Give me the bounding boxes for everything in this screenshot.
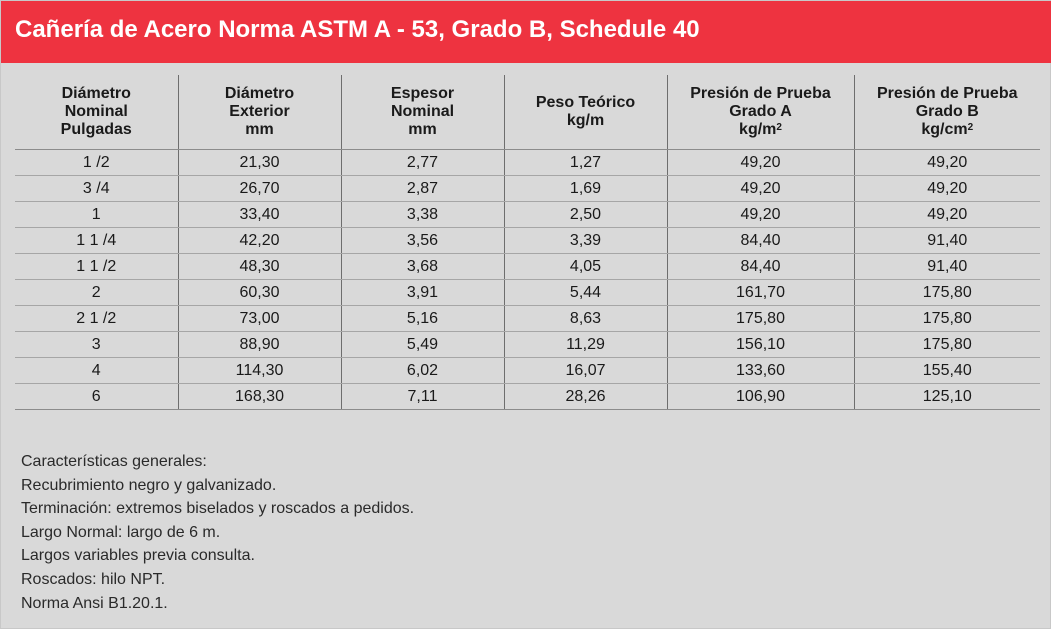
table-cell: 7,11	[341, 384, 504, 410]
table-row	[15, 176, 1040, 202]
table-cell: 49,20	[667, 202, 854, 228]
table-cell: 60,30	[178, 280, 341, 306]
table-cell: 168,30	[178, 384, 341, 410]
table-row	[15, 280, 1040, 306]
column-header-unit	[859, 121, 1037, 139]
note-line: Largo Normal: largo de 6 m.	[21, 523, 221, 541]
table-cell: 1 /2	[15, 150, 178, 176]
table-cell: 2	[15, 280, 178, 306]
column-header-unit	[672, 121, 850, 139]
table-cell: 1	[15, 202, 178, 228]
table-cell: 49,20	[854, 202, 1040, 228]
table-cell: 42,20	[178, 228, 341, 254]
table-cell: 88,90	[178, 332, 341, 358]
table-cell: 1 1 /2	[15, 254, 178, 280]
table-row	[15, 358, 1040, 384]
table-cell: 3,56	[341, 228, 504, 254]
column-header-line: Presión de Prueba	[690, 85, 831, 102]
table-cell: 91,40	[854, 254, 1040, 280]
table-cell: 175,80	[854, 332, 1040, 358]
table-row	[15, 254, 1040, 280]
table-cell: 84,40	[667, 228, 854, 254]
table-header-row	[15, 75, 1040, 150]
table-row	[15, 150, 1040, 176]
table-cell: 175,80	[854, 306, 1040, 332]
table-cell: 33,40	[178, 202, 341, 228]
column-header-3	[341, 75, 504, 150]
table-cell: 11,29	[504, 332, 667, 358]
table-cell: 2,87	[341, 176, 504, 202]
column-header-line: mm	[245, 121, 274, 138]
table-cell: 133,60	[667, 358, 854, 384]
table-cell: 5,16	[341, 306, 504, 332]
column-header-1	[15, 75, 178, 150]
table-cell: 49,20	[854, 150, 1040, 176]
table-cell: 5,49	[341, 332, 504, 358]
note-line: Norma Ansi B1.20.1.	[21, 594, 168, 612]
table-cell: 91,40	[854, 228, 1040, 254]
table-body	[15, 150, 1040, 410]
column-header-4	[504, 75, 667, 150]
general-notes	[21, 450, 414, 615]
unit-superscript: 2	[967, 122, 974, 133]
unit-superscript: 2	[776, 122, 782, 133]
note-line: Largos variables previa consulta.	[21, 547, 255, 565]
table-cell: 2,50	[504, 202, 667, 228]
table-cell: 161,70	[667, 280, 854, 306]
column-header-line: Diámetro	[61, 85, 131, 102]
column-header-line: Nominal	[390, 103, 455, 120]
note-line: Roscados: hilo NPT.	[21, 570, 166, 588]
column-header-line: mm	[408, 121, 437, 138]
column-header-line: Diámetro	[224, 85, 295, 102]
note-line: Recubrimiento negro y galvanizado.	[21, 476, 277, 494]
table-cell: 21,30	[178, 150, 341, 176]
table-cell: 155,40	[854, 358, 1040, 384]
title-bar	[1, 1, 1051, 63]
table-cell: 1,27	[504, 150, 667, 176]
table-cell: 2 1 /2	[15, 306, 178, 332]
table-row	[15, 202, 1040, 228]
column-header-6	[854, 75, 1040, 150]
table-cell: 49,20	[854, 176, 1040, 202]
note-line: Terminación: extremos biselados y roscados a pedidos.	[21, 500, 415, 518]
table-cell: 3,68	[341, 254, 504, 280]
table-row	[15, 332, 1040, 358]
table-cell: 175,80	[854, 280, 1040, 306]
table-row	[15, 384, 1040, 410]
note-line: Características generales:	[21, 453, 207, 470]
table-cell: 175,80	[667, 306, 854, 332]
table-cell: 16,07	[504, 358, 667, 384]
table-cell: 26,70	[178, 176, 341, 202]
column-header-line: Grado A	[729, 103, 792, 120]
table-row	[15, 228, 1040, 254]
table-cell: 3	[15, 332, 178, 358]
table-cell: 3,91	[341, 280, 504, 306]
table-cell: 125,10	[854, 384, 1040, 410]
table-cell: 49,20	[667, 150, 854, 176]
pipe-spec-table	[15, 75, 1040, 410]
table-cell: 49,20	[667, 176, 854, 202]
column-header-line: Exterior	[229, 103, 290, 120]
table-cell: 3,39	[504, 228, 667, 254]
column-header-2	[178, 75, 341, 150]
table-cell: 114,30	[178, 358, 341, 384]
column-header-line: Grado B	[915, 103, 979, 120]
table-cell: 6	[15, 384, 178, 410]
column-header-5	[667, 75, 854, 150]
table-cell: 156,10	[667, 332, 854, 358]
table-row	[15, 306, 1040, 332]
column-header-line: kg/m	[566, 112, 605, 129]
column-header-line: Nominal	[64, 103, 128, 120]
table-cell: 2,77	[341, 150, 504, 176]
table-cell: 6,02	[341, 358, 504, 384]
table-cell: 106,90	[667, 384, 854, 410]
table-cell: 4,05	[504, 254, 667, 280]
table-cell: 48,30	[178, 254, 341, 280]
table-cell: 73,00	[178, 306, 341, 332]
table-cell: 4	[15, 358, 178, 384]
table-cell: 84,40	[667, 254, 854, 280]
table-cell: 1 1 /4	[15, 228, 178, 254]
table-cell: 28,26	[504, 384, 667, 410]
table-cell: 3,38	[341, 202, 504, 228]
column-header-line: Espesor	[390, 85, 455, 102]
column-header-line: Presión de Prueba	[877, 85, 1018, 102]
unit-text: kg/m	[739, 121, 777, 138]
table-cell: 1,69	[504, 176, 667, 202]
table-cell: 3 /4	[15, 176, 178, 202]
unit-text: kg/cm	[921, 121, 968, 138]
column-header-line: Peso Teórico	[535, 94, 636, 111]
table-cell: 5,44	[504, 280, 667, 306]
table-cell: 8,63	[504, 306, 667, 332]
page-title: Cañería de Acero Norma ASTM A - 53, Grado B, Schedule 40	[15, 16, 700, 43]
column-header-line: Pulgadas	[60, 121, 132, 138]
